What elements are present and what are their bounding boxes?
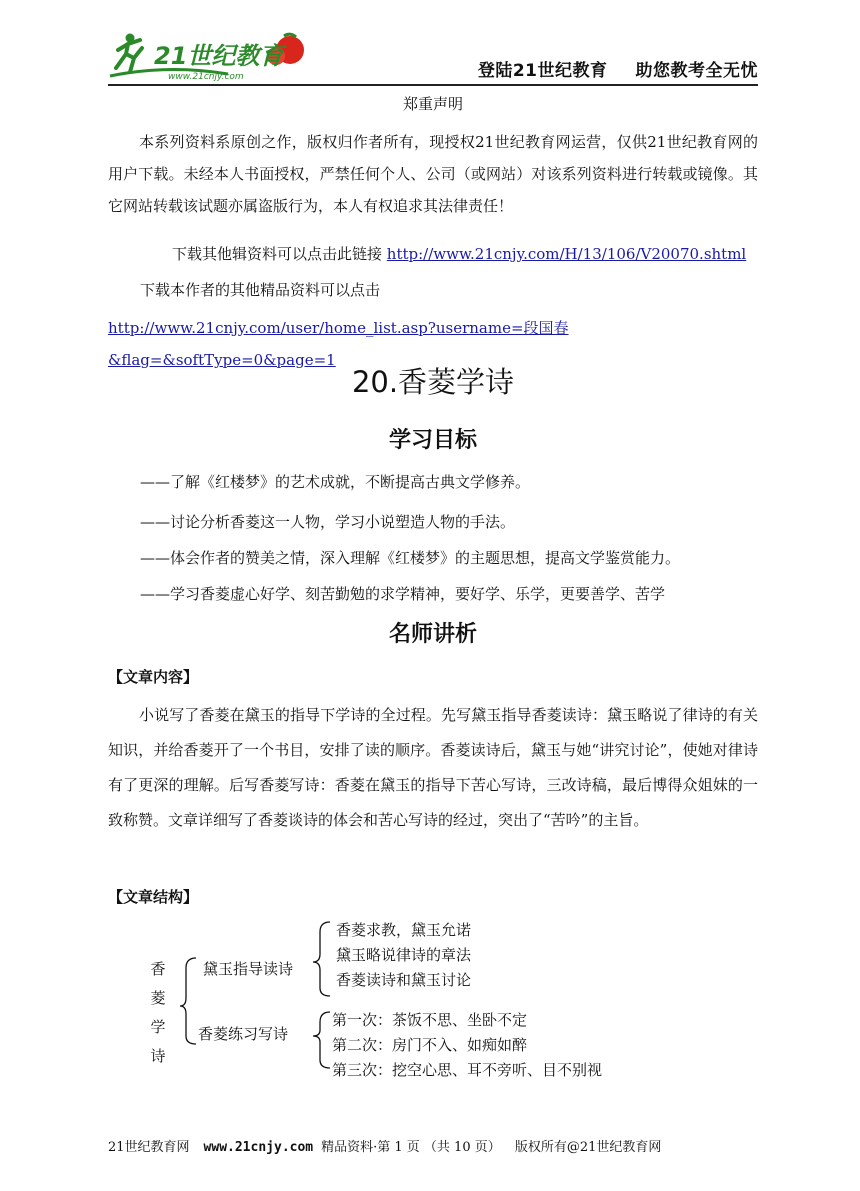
footer-left: 21世纪教育网 — [108, 1140, 190, 1155]
lesson-title: 20.香菱学诗 — [351, 365, 515, 399]
logo-text: 21世纪教育 — [154, 42, 284, 70]
download-author-link[interactable]: http://www.21cnjy.com/user/home_list.asp?username=段国春&flag=&softType=0&page=1 — [108, 319, 569, 369]
root-char: 学 — [150, 1018, 166, 1036]
goals-heading: 学习目标 — [388, 428, 477, 453]
root-char: 诗 — [150, 1047, 166, 1065]
page-footer — [108, 1138, 758, 1158]
slogan-help: 助您教考全无忧 — [635, 61, 758, 81]
logo-url: www.21cnjy.com — [168, 72, 244, 82]
branch-item: 第二次：房门不入、如痴如醉 — [332, 1036, 528, 1054]
branch-item: 第三次：挖空心思、耳不旁听、目不别视 — [332, 1061, 603, 1079]
header-divider — [108, 84, 758, 86]
branch1-brace — [313, 922, 330, 996]
branch-label: 黛玉指导读诗 — [203, 960, 294, 978]
branch-item: 香菱求教，黛玉允诺 — [336, 921, 472, 939]
content-text: 小说写了香菱在黛玉的指导下学诗的全过程。先写黛玉指导香菱读诗：黛玉略说了律诗的有关知识，并给香菱开了一个书目，安排了读的顺序。香菱读诗后，黛玉与她“讲究讨论”，使她对律诗有了更深的理解。后写香菱写诗：香菱在黛玉的指导下苦心写诗，三改诗稿，最后博得众姐妹的一致称赞。文章详细写了香菱谈诗的体会和苦心写诗的经过，突出了“苦吟”的主旨。 — [108, 706, 758, 829]
branch-item: 第一次：茶饭不思、坐卧不定 — [332, 1011, 528, 1029]
branch-item: 黛玉略说律诗的章法 — [336, 946, 472, 964]
goal-item: ——体会作者的赞美之情，深入理解《红楼梦》的主题思想，提高文学鉴赏能力。 — [140, 549, 681, 567]
root-char: 香 — [150, 960, 166, 978]
download-other-link[interactable]: http://www.21cnjy.com/H/13/106/V20070.shtml — [386, 245, 747, 263]
goal-item: ——讨论分析香菱这一人物，学习小说塑造人物的手法。 — [140, 513, 516, 531]
header-slogan — [478, 56, 758, 81]
download-other-line — [172, 238, 772, 270]
logo-figure-body — [116, 40, 142, 72]
branch-label: 香菱练习写诗 — [198, 1025, 289, 1043]
teacher-heading: 名师讲析 — [388, 622, 477, 647]
goal-item: ——了解《红楼梦》的艺术成就，不断提高古典文学修养。 — [140, 473, 531, 491]
branch2-brace — [313, 1012, 330, 1068]
page-header — [108, 28, 758, 84]
goal-item: ——学习香菱虚心好学、刻苦勤勉的求学精神，要好学、乐学，更要善学、苦学 — [140, 585, 666, 603]
branch-item: 香菱读诗和黛玉讨论 — [336, 971, 472, 989]
site-logo[interactable] — [108, 28, 318, 82]
notice-title: 郑重声明 — [402, 95, 463, 113]
download-other-prefix: 下载其他辑资料可以点击此链接 — [172, 245, 383, 263]
structure-label: 【文章结构】 — [108, 888, 199, 906]
notice-body: 本系列资料系原创之作，版权归作者所有，现授权21世纪教育网运营，仅供21世纪教育网的用户下载。未经本人书面授权，严禁任何个人、公司（或网站）对该系列资料进行转载或镜像。其它网站转载该试题亦属盗版行为，本人有权追求其法律责任！ — [108, 133, 758, 215]
content-label: 【文章内容】 — [108, 668, 199, 686]
download-author-prefix: 下载本作者的其他精品资料可以点击 — [140, 281, 381, 299]
footer-site[interactable]: www.21cnjy.com — [203, 1140, 314, 1155]
main-brace — [180, 958, 196, 1044]
footer-page-info: 精品资料·第 1 页 （共 10 页） — [321, 1140, 501, 1155]
footer-copyright: 版权所有@21世纪教育网 — [514, 1140, 662, 1155]
slogan-login: 登陆21世纪教育 — [477, 61, 608, 81]
root-char: 菱 — [150, 989, 166, 1007]
